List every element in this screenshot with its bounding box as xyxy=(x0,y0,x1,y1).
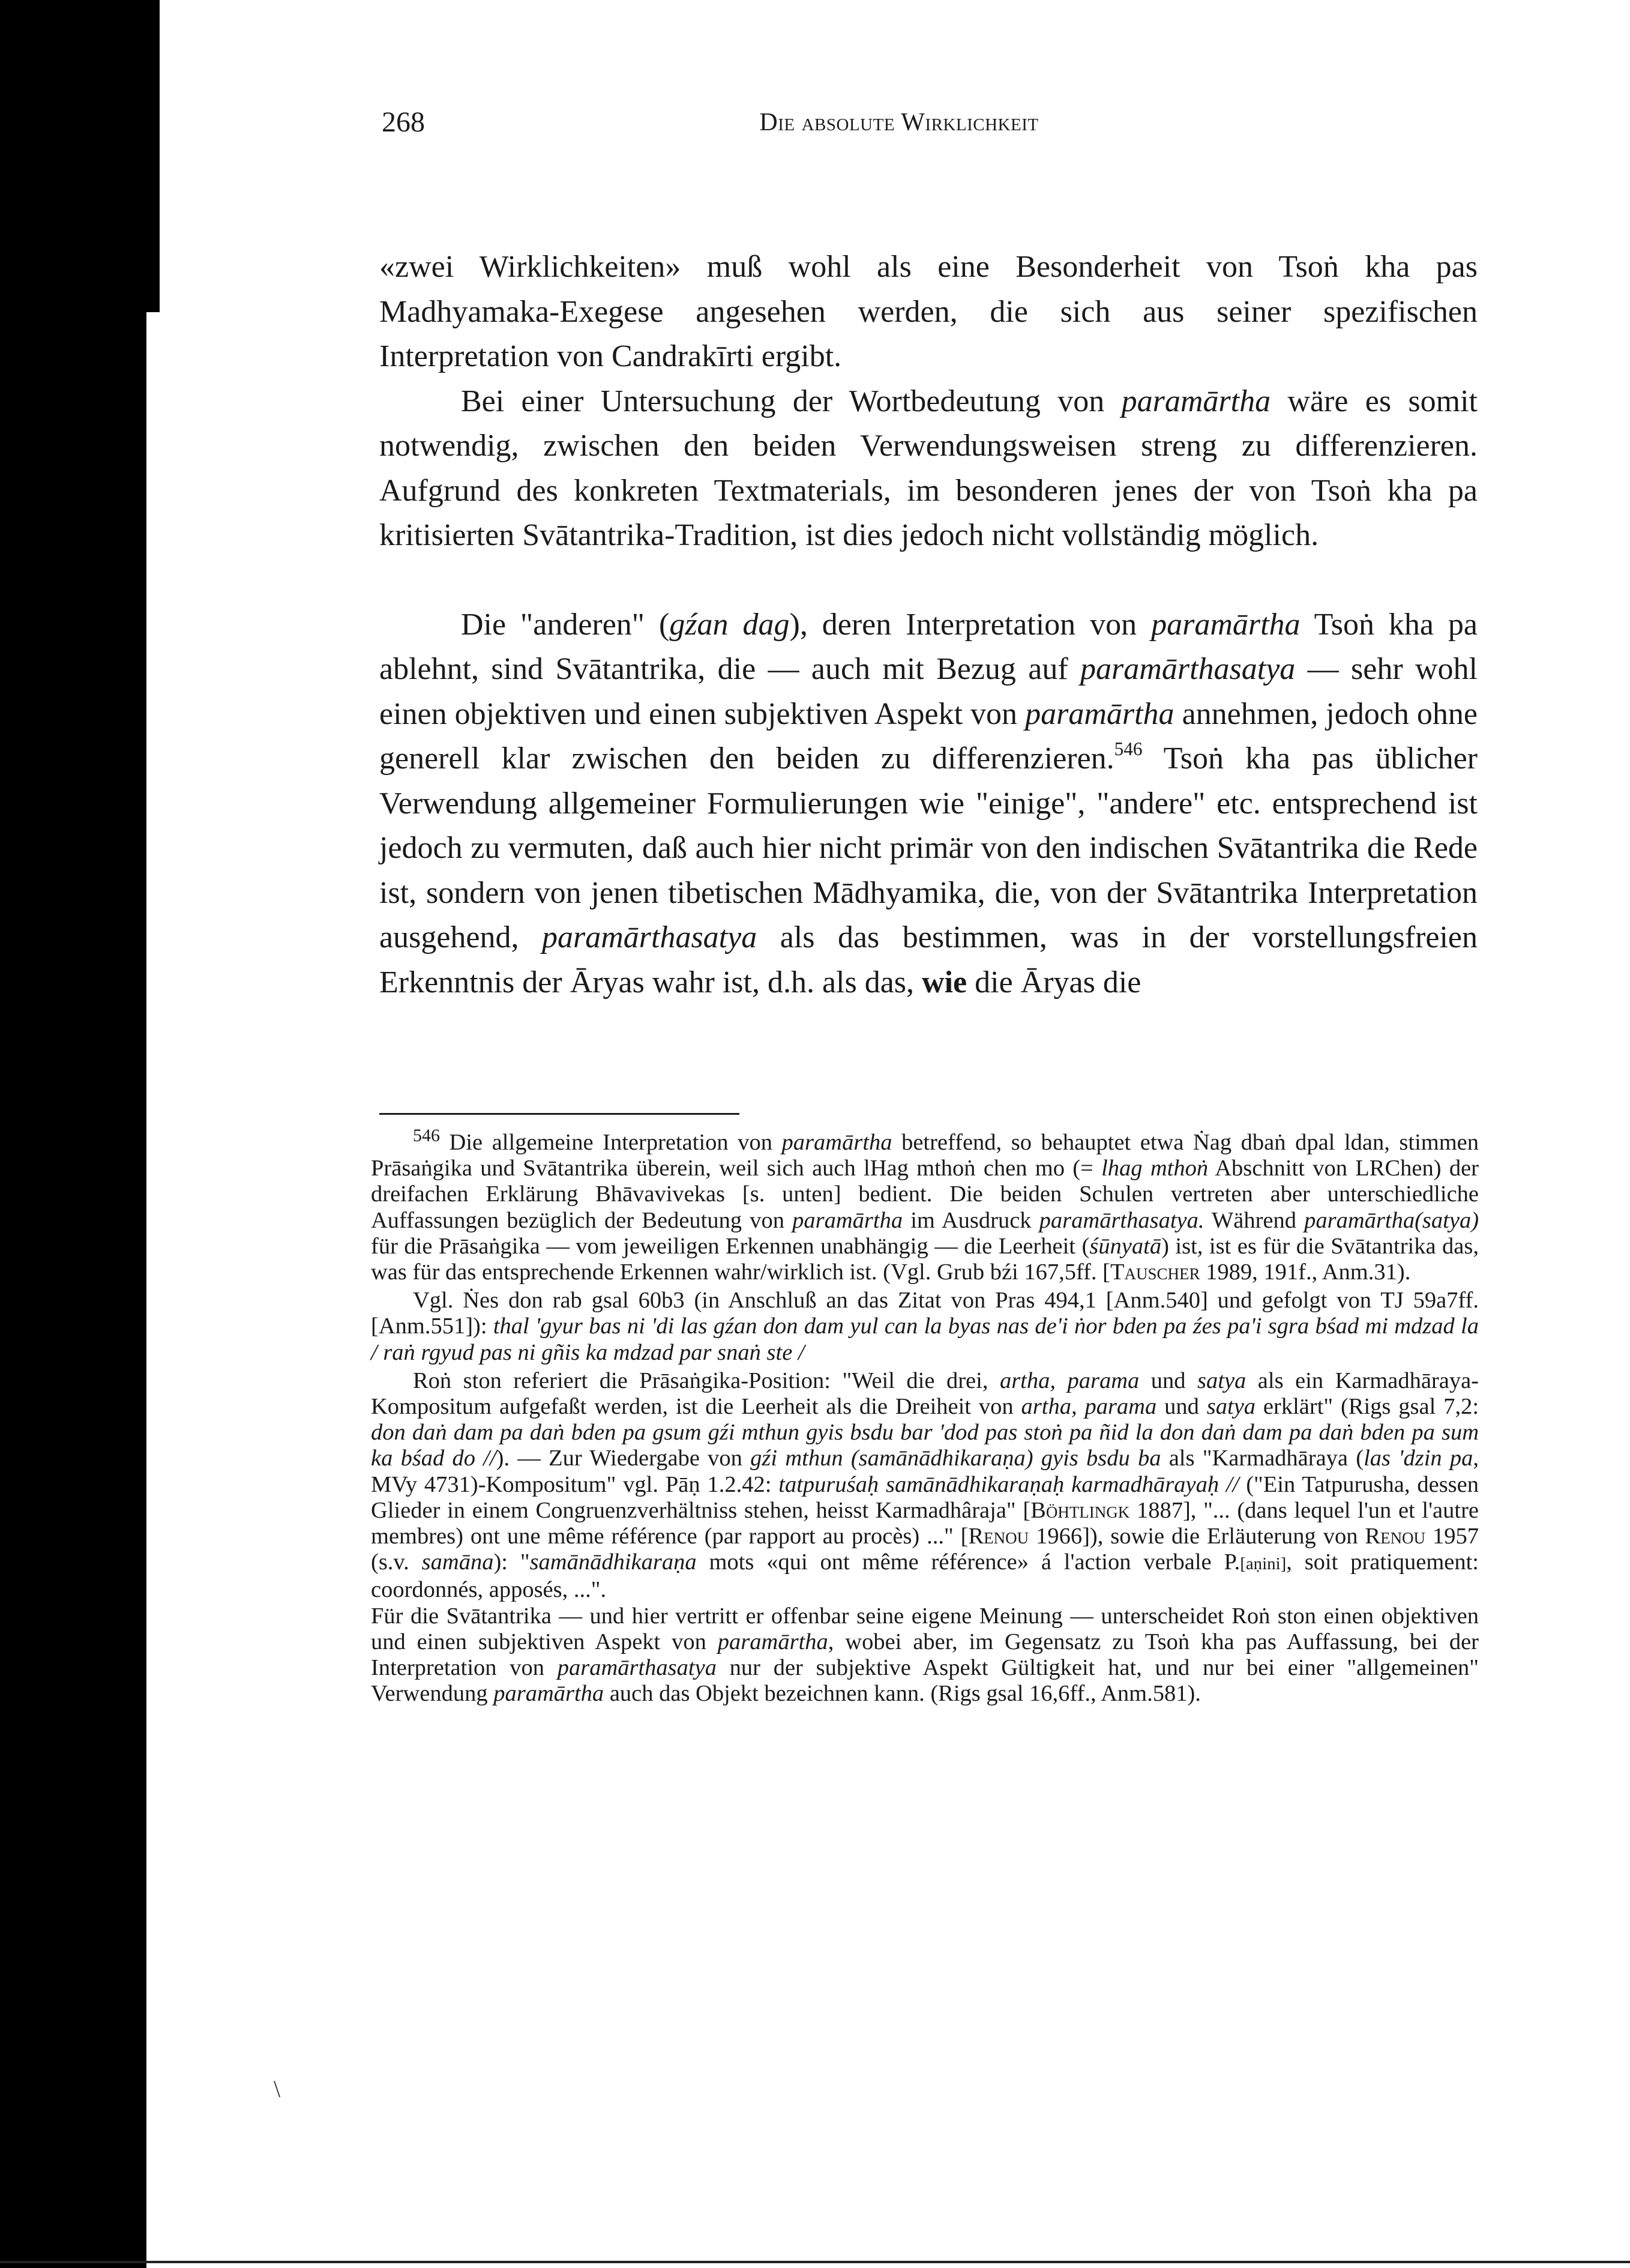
footnote-ref[interactable]: 546 xyxy=(1114,738,1143,760)
text-run: die Āryas die xyxy=(967,965,1141,1000)
text-run: , soit pratiquement: coordonnés, apposés, ...". xyxy=(371,1549,1479,1603)
footnote-546 xyxy=(371,1126,1479,1285)
term-italic: las 'dzin pa xyxy=(1364,1446,1473,1471)
footnote-part-4 xyxy=(371,1603,1479,1707)
author-smallcaps: Böhtlingk xyxy=(1030,1497,1130,1523)
footnotes xyxy=(371,1126,1479,1707)
emphasis-bold: wie xyxy=(922,965,967,1000)
text-run: , MVy 4731)-Kompositum" vgl. Pāṇ 1.2.42: xyxy=(371,1446,1479,1497)
scan-bottom-edge xyxy=(0,2261,1630,2263)
term-italic: śūnyatā xyxy=(1089,1233,1162,1259)
text-run: auch das Objekt bezeichnen kann. (Rigs gsal 16,6ff., Anm.581). xyxy=(604,1681,1201,1707)
text-run: als ein Karmadhāraya-Kompositum aufgefaßt werden, ist die Leerheit als die Dreiheit von xyxy=(371,1368,1479,1420)
term-italic: paramārtha xyxy=(717,1629,828,1654)
stray-pen-mark: \ xyxy=(274,2075,281,2102)
scan-binding-step xyxy=(136,0,160,312)
text-run: wäre es somit notwendig, zwischen den beiden Verwendungsweisen streng zu differenzieren. Aufgrund des konkreten Textmaterials, im besonderen jenes der von Tsoṅ kha pa kritisierten Svātantrika-Tradition, ist dies jedoch nicht vollständig möglich. xyxy=(379,384,1478,552)
text-run: Die allgemeine Interpretation von xyxy=(440,1130,782,1155)
term-italic: artha, parama xyxy=(999,1368,1140,1393)
author-smallcaps: Tauscher xyxy=(1110,1259,1200,1285)
text-run: Abschnitt von LRChen) der dreifachen Erklärung Bhāvavivekas [s. unten] bedient. Die beiden Schulen vertreten aber unterschiedliche Auffassungen bezüglich der Bedeutung von xyxy=(371,1156,1479,1233)
term-italic: paramārtha xyxy=(493,1681,604,1707)
text-run: im Ausdruck xyxy=(903,1207,1039,1233)
term-italic: paramārtha xyxy=(781,1130,892,1155)
text-run: und xyxy=(1139,1368,1198,1393)
text-run: nur der subjektive Aspekt Gültigkeit hat, und nur bei einer "allgemeinen" Verwendung xyxy=(371,1655,1479,1707)
handwritten-insertion: [aṇini] xyxy=(1240,1554,1287,1574)
text-run: Bei einer Untersuchung der Wortbedeutung von xyxy=(461,384,1122,418)
text-run: mots «qui ont même référence» á l'action verbale P. xyxy=(696,1549,1241,1575)
author-smallcaps: Renou xyxy=(968,1524,1029,1549)
footnote-rule xyxy=(379,1113,739,1115)
main-text xyxy=(379,245,1478,1005)
text-run: erklärt" (Rigs gsal 7,2: xyxy=(1256,1394,1479,1420)
text-run: für die Prāsaṅgika — vom jeweiligen Erkennen unabhängig — die Leerheit ( xyxy=(371,1233,1090,1259)
text-run: ("Ein Tatpurusha, dessen Glieder in einem Congruenzverhältniss stehen, heisst Karmadhâraja" [ xyxy=(371,1471,1479,1523)
term-italic: lhag mthoṅ xyxy=(1101,1156,1209,1181)
text-run: Für die Svātantrika — und hier vertritt er offenbar seine eigene Meinung — unterscheidet Roṅ ston einen objektiven und einen subjektiven Aspekt von xyxy=(371,1603,1479,1654)
text-run: betreffend, so behauptet etwa Ṅag dbaṅ dpal ldan, stimmen Prāsaṅgika und Svātantrika überein, weil sich auch lHag mthoṅ chen mo (= xyxy=(371,1130,1479,1181)
running-head xyxy=(0,108,1630,137)
author-smallcaps: Renou xyxy=(1365,1524,1426,1549)
text-run: , wobei aber, im Gegensatz zu Tsoṅ kha pas Auffassung, bei der Interpretation von xyxy=(371,1629,1479,1681)
term-italic: samānādhikaraṇa xyxy=(529,1549,697,1575)
text-run: Während xyxy=(1204,1207,1305,1233)
text-run: 1957 (s.v. xyxy=(371,1524,1479,1575)
paragraph-1 xyxy=(379,245,1478,379)
text-run: Roṅ ston referiert die Prāsaṅgika-Position: "Weil die drei, xyxy=(413,1368,1000,1393)
text-run: ) ist, ist es für die Svātantrika das, was für das entsprechende Erkennen wahr/wirklich ist. (Vgl. Grub bźi 167,5ff. [ xyxy=(371,1233,1479,1285)
text-run: ): " xyxy=(493,1549,530,1575)
term-italic: paramārtha(satya) xyxy=(1304,1207,1479,1233)
term-italic: paramārtha xyxy=(1025,696,1174,731)
scan-binding-notch xyxy=(90,2137,146,2268)
term-italic: artha, parama xyxy=(1021,1394,1157,1420)
footnote-part-2 xyxy=(371,1288,1479,1366)
text-run: Tsoṅ kha pa ablehnt, sind Svātantrika, die — auch mit Bezug auf xyxy=(379,607,1478,686)
text-run: ), deren Interpretation von xyxy=(789,607,1152,642)
text-run: 1966]), sowie die Erläuterung von xyxy=(1029,1524,1365,1549)
text-run: als "Karmadhāraya ( xyxy=(1161,1446,1364,1471)
page-number: 268 xyxy=(382,106,425,138)
term-italic: paramārthasatya xyxy=(557,1655,717,1681)
term-italic: paramārtha xyxy=(1151,607,1301,642)
tibetan-quote: don daṅ dam pa daṅ bden pa gsum gźi mthun gyis bsdu bar 'dod pas stoṅ pa ñid la don daṅ dam pa daṅ bden pa sum ka bśad do // xyxy=(371,1420,1479,1471)
text-run: annehmen, jedoch ohne generell klar zwischen den beiden zu differenzieren. xyxy=(379,696,1478,776)
paragraph-3 xyxy=(379,603,1478,1006)
footnote-number: 546 xyxy=(413,1126,440,1145)
text-run: Die "anderen" ( xyxy=(461,607,670,642)
sanskrit-quote: tatpuruśaḥ samānādhikaraṇaḥ karmadhārayaḥ // xyxy=(778,1471,1239,1497)
paragraph-2 xyxy=(379,379,1478,558)
term-italic: paramārtha xyxy=(792,1207,903,1233)
tibetan-quote: thal 'gyur bas ni 'di las gźan don dam yul can la byas nas de'i ṅor bden pa źes pa'i sgra bśad mi mdzad la / raṅ rgyud pas ni gñis ka mdzad par snaṅ ste / xyxy=(371,1313,1479,1365)
text-run: Vgl. Ṅes don rab gsal 60b3 (in Anschluß an das Zitat von Pras 494,1 [Anm.540] und gefolgt von TJ 59a7ff. [Anm.551]): xyxy=(371,1288,1479,1339)
text-run: ). — Zur Wiedergabe von xyxy=(496,1446,751,1471)
term-italic: gźi mthun (samānādhikaraṇa) gyis bsdu ba xyxy=(750,1446,1161,1471)
term-italic: samāna xyxy=(421,1549,494,1575)
text-run: 1887], "... (dans lequel l'un et l'autre membres) ont une même référence (par rapport au procès) ..." [ xyxy=(371,1497,1479,1549)
text-run: Tsoṅ kha pas üblicher Verwendung allgemeiner Formulierungen wie "einige", "andere" etc. entsprechend ist jedoch zu vermuten, daß auch hier nicht primär von den indischen Svātantrika die Rede ist, sondern von jenen tibetischen Mādhyamika, die, von der Svātantrika Interpretation ausgehend, xyxy=(379,741,1478,955)
term-italic: paramārthasatya xyxy=(541,920,757,955)
text-run: «zwei Wirklichkeiten» muß wohl als eine Besonderheit von Tsoṅ kha pas Madhyamaka-Exegese angesehen werden, die sich aus seiner spezifischen Interpretation von Candrakīrti ergibt. xyxy=(379,250,1478,373)
term-italic: gźan dag xyxy=(669,607,790,642)
text-run: — sehr wohl einen objektiven und einen subjektiven Aspekt von xyxy=(379,652,1478,731)
text-run: als das bestimmen, was in der vorstellungsfreien Erkenntnis der Āryas wahr ist, d.h. als das, xyxy=(379,920,1478,1000)
text-run: 1989, 191f., Anm.31). xyxy=(1200,1259,1411,1285)
term-italic: paramārtha xyxy=(1121,384,1271,418)
scan-binding-shadow xyxy=(0,0,146,2268)
term-italic: satya xyxy=(1206,1394,1256,1420)
term-italic: satya xyxy=(1197,1368,1247,1393)
running-head-text: Die absolute Wirklichkeit xyxy=(759,109,1039,136)
term-italic: paramārthasatya xyxy=(1080,652,1296,686)
text-run: und xyxy=(1156,1394,1207,1420)
term-italic: paramārthasatya. xyxy=(1039,1207,1204,1233)
footnote-part-3 xyxy=(371,1368,1479,1603)
